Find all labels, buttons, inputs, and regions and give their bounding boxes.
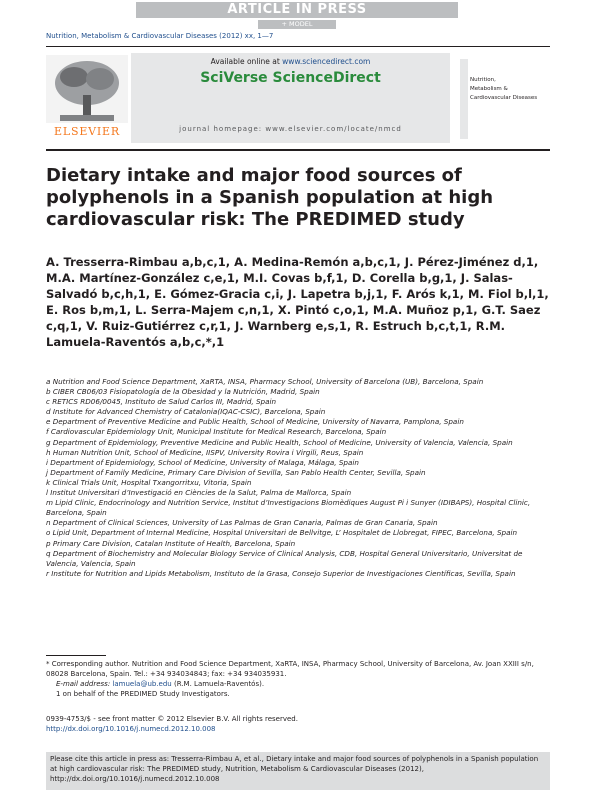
corresponding-text: * Corresponding author. Nutrition and Food Science Department, XaRTA, INSA, Pharmacy School, University of Barcelona, Av. Joan XXIII s/n, 08028 Barcelona, Spain. Tel.: +34 934034843; fax: +34 934035931.: [46, 660, 534, 678]
email-line: [46, 679, 550, 689]
email-owner: (R.M. Lamuela-Raventós).: [173, 680, 265, 688]
affiliation: m Lipid Clinic, Endocrinology and Nutrition Service, Institut d’Investigacions Biomèdiques August Pi i Sunyer (IDIBAPS), Hospital Clinic, Barcelona, Spain: [46, 498, 531, 518]
available-label: Available online at: [210, 57, 280, 66]
affiliation: g Department of Epidemiology, Preventive Medicine and Public Health, School of Medicine, University of Valencia, Valencia, Spain: [46, 437, 513, 447]
affiliation: e Department of Preventive Medicine and Public Health, School of Medicine, University of Navarra, Pamplona, Spain: [46, 417, 464, 427]
investigators-note: 1 on behalf of the PREDIMED Study Investigators.: [56, 690, 230, 698]
doi-link[interactable]: http://dx.doi.org/10.1016/j.numecd.2012.10.008: [46, 725, 216, 733]
affiliation: f Cardiovascular Epidemiology Unit, Municipal Institute for Medical Research, Barcelona, Spain: [46, 427, 387, 437]
model-badge: + MODEL: [258, 20, 336, 29]
affiliation: a Nutrition and Food Science Department, XaRTA, INSA, Pharmacy School, University of Barcelona (UB), Barcelona, Spain: [46, 377, 484, 386]
affiliations: [46, 377, 550, 579]
footnote-rule: [46, 655, 106, 656]
affiliation: h Human Nutrition Unit, School of Medicine, IISPV, University Rovira i Virgili, Reus, Spain: [46, 447, 364, 457]
elsevier-wordmark: ELSEVIER: [54, 125, 120, 138]
affiliation: c RETICS RD06/0045, Instituto de Salud Carlos III, Madrid, Spain: [46, 397, 277, 407]
affiliation: n Department of Clinical Sciences, University of Las Palmas de Gran Canaria, Palmas de Gran Canaria, Spain: [46, 518, 438, 528]
affiliation: l Institut Universitari d’Investigació en Ciències de la Salut, Palma de Mallorca, Spain: [46, 488, 352, 498]
affiliation: d Institute for Advanced Chemistry of Catalonia(IQAC-CSIC), Barcelona, Spain: [46, 407, 326, 417]
sciencedirect-link[interactable]: www.sciencedirect.com: [282, 57, 371, 66]
cover-title-line: Cardiovascular Diseases: [470, 95, 538, 101]
affiliation: r Institute for Nutrition and Lipids Metabolism, Instituto de la Grasa, Consejo Superior de Investigaciones Científicas, Sevilla, Spain: [46, 568, 516, 578]
cite-this-article-box: Please cite this article in press as: Tresserra-Rimbau A, et al., Dietary intake and major food sources of polyphenols in a Spanish population at high cardiovascular risk: The PREDIMED study, Nutrition, Metabolism & Cardiovascular Diseases (2012), http://dx.doi.org/10.1016/j.numecd.2012.10.008: [46, 752, 550, 790]
affiliation: q Department of Biochemistry and Molecular Biology Service of Clinical Analysis, CDB, Hospital General Universitario, Universitat de Valencia, Valencia, Spain: [46, 548, 523, 568]
cover-title-line: Nutrition,: [470, 77, 496, 83]
cover-title-line: Metabolism &: [470, 86, 508, 92]
top-rule: [46, 46, 550, 47]
elsevier-tree-logo: [46, 55, 128, 135]
journal-homepage[interactable]: journal homepage: www.elsevier.com/locate/nmcd: [179, 125, 402, 133]
affiliation: b CIBER CB06/03 Fisiopatología de la Obesidad y la Nutrición, Madrid, Spain: [46, 387, 320, 397]
journal-citation-line[interactable]: Nutrition, Metabolism & Cardiovascular Diseases (2012) xx, 1—7: [46, 32, 274, 40]
article-in-press-banner: ARTICLE IN PRESS: [136, 2, 458, 18]
cover-title: [470, 76, 537, 103]
corresponding-author-note: [46, 659, 550, 699]
affiliation: i Department of Epidemiology, School of Medicine, University of Malaga, Málaga, Spain: [46, 457, 359, 467]
affiliation: j Department of Family Medicine, Primary Care Division of Sevilla, San Pablo Health Center, Sevilla, Spain: [46, 467, 426, 477]
header-rule: [46, 149, 550, 151]
rights-block: [46, 714, 298, 734]
copyright: 0939-4753/$ - see front matter © 2012 Elsevier B.V. All rights reserved.: [46, 715, 298, 723]
affiliation: p Primary Care Division, Catalan Institute of Health, Barcelona, Spain: [46, 538, 296, 548]
affiliation: o Lipid Unit, Department of Internal Medicine, Hospital Universitari de Bellvitge, L’ Hospitalet de Llobregat, FIPEC, Barcelona, Spain: [46, 528, 518, 538]
email-link[interactable]: lamuela@ub.edu: [112, 680, 172, 688]
affiliation: k Clinical Trials Unit, Hospital Txangorritxu, Vitoria, Spain: [46, 477, 252, 487]
email-label: E-mail address:: [56, 680, 111, 688]
available-online: [131, 57, 450, 66]
author-list: A. Tresserra-Rimbau a,b,c,1, A. Medina-Remón a,b,c,1, J. Pérez-Jiménez d,1, M.A. Martínez-González c,e,1, M.I. Covas b,f,1, D. Corella b,g,1, J. Salas-Salvadó b,c,h,1, E. Gómez-Gracia c,i, J. Lapetra b,j,1, F. Arós k,1, M. Fiol b,l,1, E. Ros b,m,1, L. Serra-Majem c,n,1, X. Pintó c,o,1, M.A. Muñoz p,1, G.T. Saez c,q,1, V. Ruiz-Gutiérrez c,r,1, J. Warnberg e,s,1, R. Estruch b,c,t,1, R.M. Lamuela-Raventós a,b,c,*,1: [46, 255, 549, 349]
article-title: Dietary intake and major food sources of polyphenols in a Spanish population at high cardiovascular risk: The PREDIMED study: [46, 165, 494, 230]
sciverse-logo-text: SciVerse ScienceDirect: [200, 70, 381, 86]
